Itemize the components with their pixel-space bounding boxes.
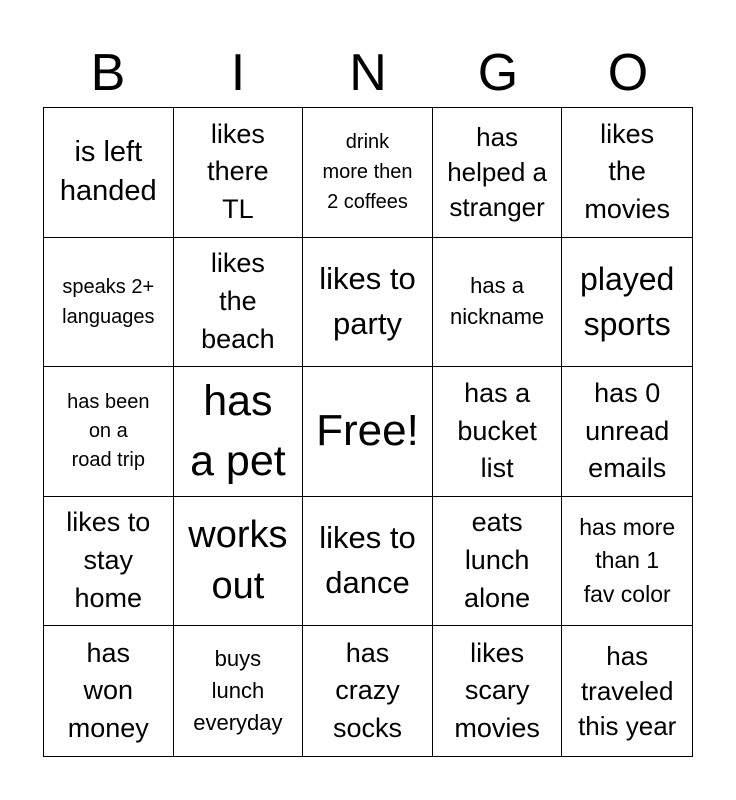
bingo-cell[interactable] [433,626,563,756]
bingo-cell-label: has more than 1 fav color [579,514,676,607]
bingo-cell-label: likes the beach [201,248,275,354]
bingo-cell-label: has helped a stranger [447,121,547,222]
bingo-cell-label: buys lunch everyday [193,646,283,736]
bingo-header [43,40,693,106]
bingo-cell-label: works out [188,513,288,608]
bingo-cell-label: likes to party [319,260,416,341]
bingo-cell[interactable] [562,367,692,497]
bingo-cell[interactable] [433,238,563,368]
bingo-cell-label: likes the movies [584,118,670,225]
bingo-cell[interactable] [433,108,563,238]
header-letter-g: G [477,44,519,102]
bingo-cell[interactable] [174,108,304,238]
header-letter-i: I [230,44,246,102]
bingo-cell-label: has a bucket list [457,377,537,484]
bingo-cell[interactable] [174,626,304,756]
header-letter-o: O [607,44,649,102]
bingo-cell[interactable] [303,497,433,627]
bingo-cell[interactable] [562,238,692,368]
bingo-cell[interactable] [44,367,174,497]
bingo-cell[interactable] [44,238,174,368]
free-space-cell[interactable] [303,367,433,497]
bingo-cell[interactable] [562,108,692,238]
bingo-cell-label: has a pet [190,377,286,486]
bingo-cell-label: eats lunch alone [464,507,531,613]
bingo-cell[interactable] [174,238,304,368]
bingo-cell-label: has been on a road trip [67,390,150,471]
bingo-cell[interactable] [174,497,304,627]
bingo-cell-label: likes there TL [207,118,269,225]
bingo-cell[interactable] [174,367,304,497]
bingo-cell[interactable] [562,497,692,627]
bingo-board [43,107,693,757]
header-letter-b: B [90,44,126,102]
bingo-cell-label: has traveled this year [578,640,677,741]
bingo-cell[interactable] [303,108,433,238]
bingo-cell[interactable] [44,626,174,756]
bingo-cell-label: speaks 2+ languages [62,275,155,328]
header-letter-n: N [349,44,387,102]
bingo-cell[interactable] [562,626,692,756]
bingo-cell-label: Free! [316,406,419,456]
bingo-cell-label: played sports [580,261,675,342]
bingo-cell-label: is left handed [59,136,157,208]
bingo-cell-label: has a nickname [450,273,545,329]
bingo-cell[interactable] [303,626,433,756]
bingo-cell[interactable] [303,238,433,368]
bingo-cell-label: likes to stay home [66,507,151,613]
bingo-cell[interactable] [44,497,174,627]
bingo-cell-label: likes scary movies [454,637,540,744]
bingo-cell-label: likes to dance [319,520,416,601]
bingo-cell-label: drink more then 2 coffees [322,131,413,214]
bingo-cell-label: has crazy socks [332,637,402,744]
bingo-cell-label: has 0 unread emails [585,377,670,484]
bingo-cell[interactable] [433,497,563,627]
bingo-cell-label: has won money [67,637,149,744]
bingo-cell[interactable] [433,367,563,497]
bingo-cell[interactable] [44,108,174,238]
